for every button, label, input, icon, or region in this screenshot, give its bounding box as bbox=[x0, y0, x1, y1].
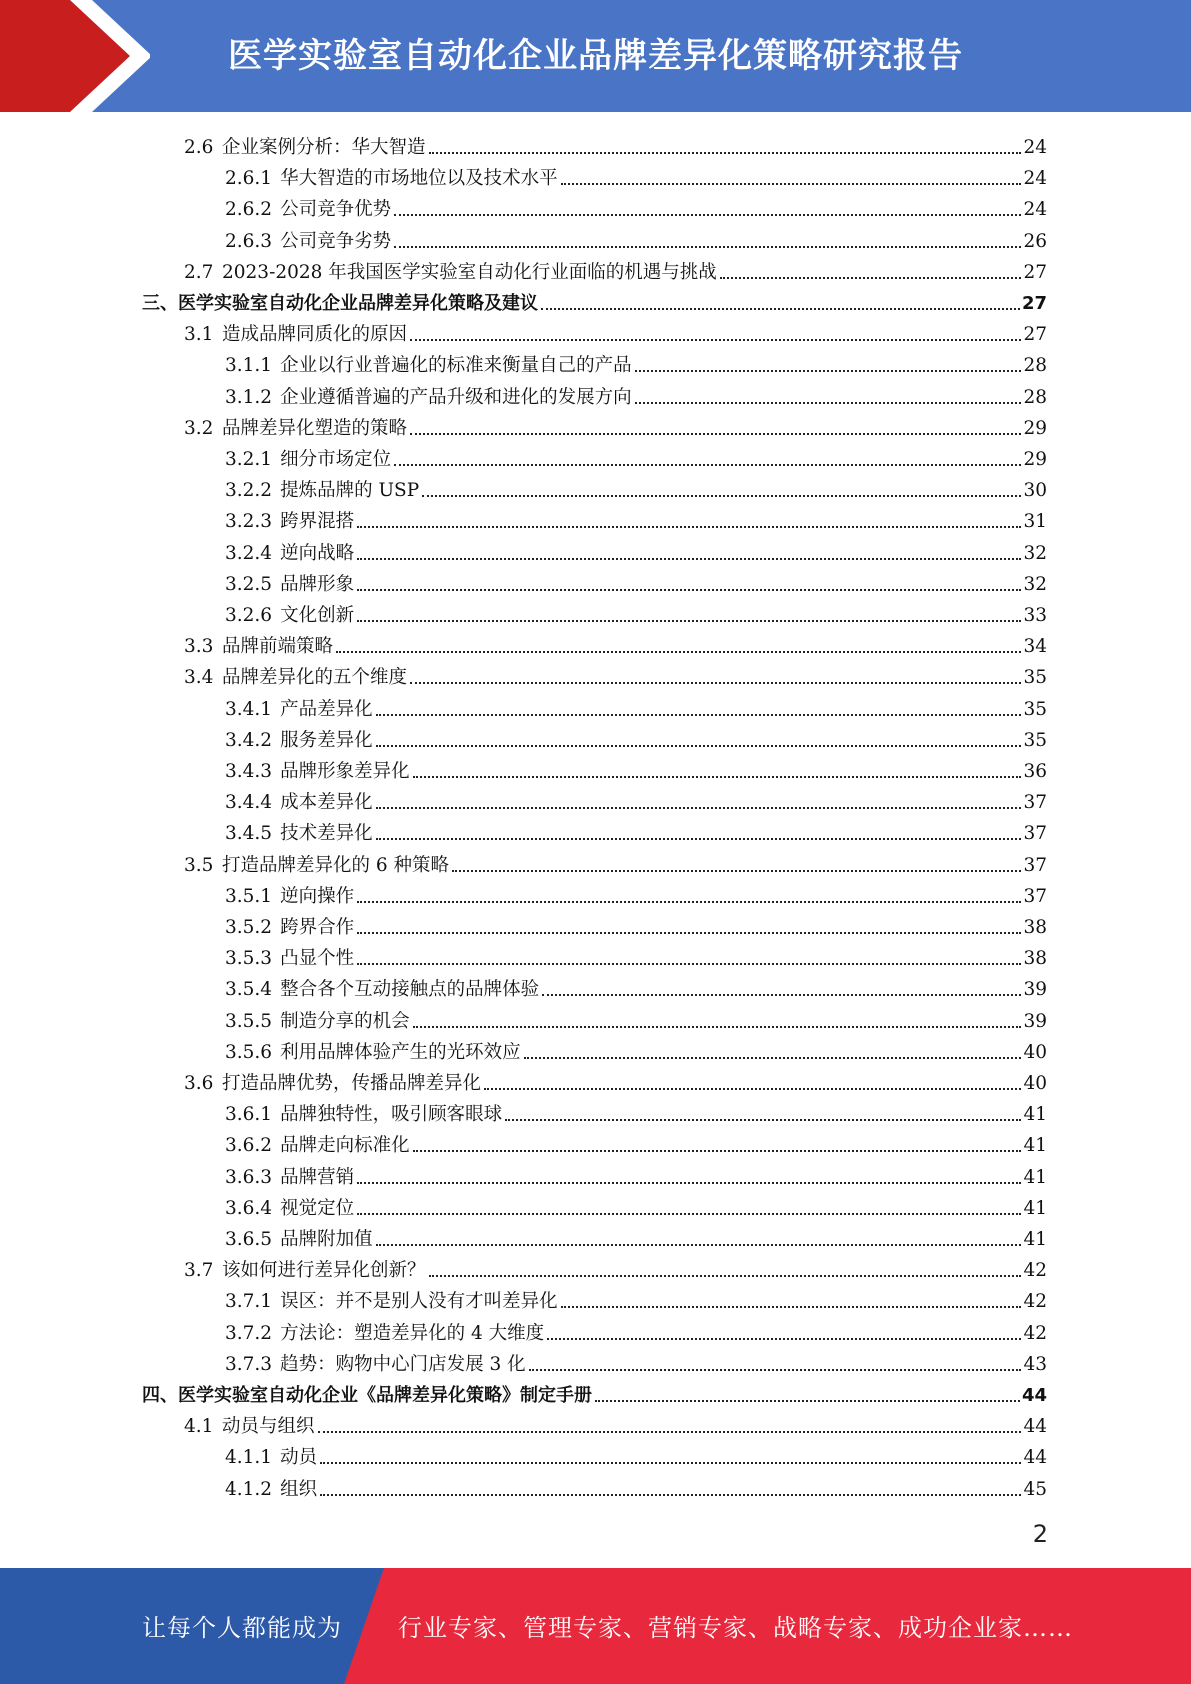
toc-entry[interactable] bbox=[184, 315, 1047, 346]
toc-entry[interactable] bbox=[225, 565, 1047, 596]
toc-entry[interactable] bbox=[225, 159, 1047, 190]
toc-entry-label: 动员与组织 bbox=[222, 1416, 315, 1438]
toc-entry-label: 成本差异化 bbox=[280, 792, 373, 814]
toc-entry-label: 逆向战略 bbox=[280, 542, 355, 564]
header-arrow-decoration bbox=[0, 0, 150, 112]
toc-entry-number: 4.1.2 bbox=[225, 1478, 273, 1500]
toc-entry-label: 利用品牌体验产生的光环效应 bbox=[280, 1041, 521, 1063]
toc-dot-leader bbox=[357, 901, 1021, 903]
toc-entry[interactable] bbox=[184, 253, 1047, 284]
toc-entry-label: 四、医学实验室自动化企业《品牌差异化策略》制定手册 bbox=[142, 1385, 592, 1406]
toc-entry-page: 24 bbox=[1023, 137, 1047, 158]
toc-entry[interactable] bbox=[184, 409, 1047, 440]
toc-entry-number: 2.6.3 bbox=[225, 230, 273, 252]
toc-entry-label: 品牌附加值 bbox=[280, 1229, 373, 1250]
toc-entry[interactable] bbox=[225, 814, 1047, 845]
toc-entry-label: 企业案例分析：华大智造 bbox=[222, 137, 426, 158]
toc-entry-label: 2023-2028 年我国医学实验室自动化行业面临的机遇与挑战 bbox=[222, 261, 717, 283]
toc-entry-number: 3.4.1 bbox=[225, 698, 273, 720]
toc-entry-page: 45 bbox=[1023, 1478, 1047, 1500]
toc-entry-label: 动员 bbox=[280, 1447, 318, 1469]
toc-entry[interactable] bbox=[225, 346, 1047, 377]
toc-entry-number: 2.6.1 bbox=[225, 168, 273, 190]
toc-entry-number: 3.4 bbox=[184, 667, 214, 689]
toc-entry-number: 3.2.4 bbox=[225, 542, 273, 564]
toc-entry-number: 3.7.2 bbox=[225, 1322, 273, 1344]
toc-entry-label: 整合各个互动接触点的品牌体验 bbox=[280, 979, 540, 1001]
toc-dot-leader bbox=[320, 1462, 1021, 1464]
toc-entry-number: 4.1.1 bbox=[225, 1447, 273, 1469]
toc-entry-number: 3.5.3 bbox=[225, 948, 273, 970]
toc-entry[interactable] bbox=[225, 1126, 1047, 1157]
toc-entry-page: 37 bbox=[1023, 823, 1047, 845]
toc-entry-label: 公司竞争优势 bbox=[280, 199, 392, 221]
toc-entry-label: 产品差异化 bbox=[280, 698, 373, 720]
toc-entry[interactable] bbox=[225, 970, 1047, 1001]
toc-entry[interactable] bbox=[184, 128, 1047, 159]
toc-entry-page: 40 bbox=[1023, 1073, 1047, 1094]
toc-entry[interactable] bbox=[184, 627, 1047, 658]
toc-entry-page: 44 bbox=[1023, 1416, 1047, 1438]
toc-entry-label: 组织 bbox=[280, 1478, 318, 1500]
toc-entry-page: 39 bbox=[1023, 1010, 1047, 1032]
toc-entry-page: 28 bbox=[1023, 355, 1047, 377]
toc-entry-number: 3.2.1 bbox=[225, 449, 273, 470]
toc-entry-number: 3.5.1 bbox=[225, 885, 273, 907]
report-title: 医学实验室自动化企业品牌差异化策略研究报告 bbox=[228, 36, 963, 76]
toc-entry-page: 26 bbox=[1023, 230, 1047, 252]
toc-entry-page: 27 bbox=[1023, 261, 1047, 283]
toc-dot-leader bbox=[410, 339, 1021, 341]
toc-entry-page: 42 bbox=[1023, 1260, 1047, 1282]
toc-dot-leader bbox=[410, 433, 1021, 435]
toc-entry-page: 41 bbox=[1023, 1229, 1047, 1250]
toc-entry[interactable] bbox=[225, 1345, 1047, 1376]
toc-dot-leader bbox=[320, 1494, 1021, 1496]
toc-entry-page: 41 bbox=[1023, 1104, 1047, 1126]
toc-entry-number: 3.4.4 bbox=[225, 792, 273, 814]
toc-entry-page: 41 bbox=[1023, 1166, 1047, 1188]
toc-entry-page: 38 bbox=[1023, 948, 1047, 970]
toc-entry-number: 3.7.1 bbox=[225, 1291, 273, 1313]
toc-entry-label: 企业以行业普遍化的标准来衡量自己的产品 bbox=[280, 355, 632, 377]
toc-entry[interactable] bbox=[225, 378, 1047, 409]
toc-dot-leader bbox=[635, 402, 1022, 404]
toc-entry-page: 27 bbox=[1021, 293, 1047, 314]
toc-entry-page: 37 bbox=[1023, 885, 1047, 907]
toc-entry-number: 3.7.3 bbox=[225, 1353, 273, 1375]
toc-entry-page: 44 bbox=[1023, 1447, 1047, 1469]
toc-entry-page: 41 bbox=[1023, 1135, 1047, 1157]
toc-entry-number: 3.1.2 bbox=[225, 386, 273, 408]
toc-dot-leader bbox=[422, 495, 1021, 497]
toc-entry-label: 凸显个性 bbox=[280, 948, 355, 970]
toc-entry-number: 2.7 bbox=[184, 261, 214, 283]
toc-dot-leader bbox=[376, 838, 1022, 840]
toc-dot-leader bbox=[357, 932, 1021, 934]
toc-entry-number: 3.4.3 bbox=[225, 761, 273, 782]
toc-entry-number: 3.4.2 bbox=[225, 729, 273, 751]
toc-entry-label: 品牌前端策略 bbox=[222, 636, 334, 658]
toc-entry[interactable] bbox=[225, 1438, 1047, 1469]
toc-entry-label: 提炼品牌的 USP bbox=[280, 480, 420, 502]
toc-entry-label: 打造品牌优势，传播品牌差异化 bbox=[222, 1073, 482, 1094]
toc-entry-page: 38 bbox=[1023, 917, 1047, 938]
toc-entry-number: 3.5.6 bbox=[225, 1041, 273, 1063]
toc-entry[interactable] bbox=[225, 1158, 1047, 1189]
toc-entry-page: 33 bbox=[1023, 605, 1047, 626]
toc-dot-leader bbox=[429, 152, 1022, 154]
toc-entry-label: 造成品牌同质化的原因 bbox=[222, 324, 408, 346]
toc-entry-number: 2.6 bbox=[184, 137, 214, 158]
toc-entry[interactable] bbox=[225, 690, 1047, 721]
toc-dot-leader bbox=[484, 1088, 1021, 1090]
toc-dot-leader bbox=[413, 776, 1022, 778]
toc-entry[interactable] bbox=[225, 1314, 1047, 1345]
toc-entry-page: 27 bbox=[1023, 324, 1047, 346]
toc-dot-leader bbox=[376, 807, 1022, 809]
toc-entry-label: 华大智造的市场地位以及技术水平 bbox=[280, 168, 558, 190]
toc-entry[interactable] bbox=[225, 939, 1047, 970]
toc-dot-leader bbox=[413, 1150, 1022, 1152]
toc-entry-label: 企业遵循普遍的产品升级和进化的发展方向 bbox=[280, 386, 632, 408]
toc-entry-number: 3.2.6 bbox=[225, 605, 273, 626]
toc-entry-label: 逆向操作 bbox=[280, 885, 355, 907]
toc-entry[interactable] bbox=[225, 596, 1047, 627]
toc-entry-label: 跨界混搭 bbox=[280, 511, 355, 533]
toc-entry[interactable] bbox=[225, 440, 1047, 471]
toc-entry-page: 29 bbox=[1023, 417, 1047, 439]
toc-entry-page: 36 bbox=[1023, 761, 1047, 782]
toc-entry[interactable] bbox=[225, 190, 1047, 221]
toc-entry[interactable] bbox=[225, 1189, 1047, 1220]
toc-entry-page: 35 bbox=[1023, 729, 1047, 751]
toc-entry-number: 3.4.5 bbox=[225, 823, 273, 845]
toc-entry[interactable] bbox=[225, 1033, 1047, 1064]
toc-entry-label: 跨界合作 bbox=[280, 917, 355, 938]
toc-dot-leader bbox=[376, 745, 1022, 747]
toc-dot-leader bbox=[524, 1057, 1022, 1059]
toc-entry-page: 44 bbox=[1021, 1385, 1047, 1406]
toc-entry[interactable] bbox=[225, 721, 1047, 752]
toc-entry-number: 3.1.1 bbox=[225, 355, 273, 377]
toc-dot-leader bbox=[561, 1306, 1022, 1308]
toc-entry[interactable] bbox=[225, 502, 1047, 533]
toc-entry-page: 37 bbox=[1023, 854, 1047, 876]
toc-entry-label: 三、医学实验室自动化企业品牌差异化策略及建议 bbox=[142, 293, 538, 314]
toc-entry-page: 24 bbox=[1023, 199, 1047, 221]
toc-entry-page: 35 bbox=[1023, 667, 1047, 689]
toc-entry-number: 3.6.3 bbox=[225, 1166, 273, 1188]
toc-entry[interactable] bbox=[184, 1251, 1047, 1282]
toc-entry-number: 3.2.3 bbox=[225, 511, 273, 533]
toc-dot-leader bbox=[452, 870, 1021, 872]
toc-entry-number: 2.6.2 bbox=[225, 199, 273, 221]
toc-entry-number: 3.2 bbox=[184, 417, 214, 439]
toc-entry[interactable] bbox=[225, 534, 1047, 565]
toc-entry-number: 3.6.5 bbox=[225, 1229, 273, 1250]
toc-entry-label: 误区：并不是别人没有才叫差异化 bbox=[280, 1291, 558, 1313]
toc-entry-label: 制造分享的机会 bbox=[280, 1010, 410, 1032]
toc-dot-leader bbox=[561, 183, 1022, 185]
toc-entry-number: 3.6.2 bbox=[225, 1135, 273, 1157]
toc-dot-leader bbox=[357, 589, 1021, 591]
toc-dot-leader bbox=[336, 651, 1021, 653]
toc-entry-number: 3.3 bbox=[184, 636, 214, 658]
footer-slogan-left: 让每个人都能成为 bbox=[142, 1614, 342, 1642]
toc-entry-label: 视觉定位 bbox=[280, 1197, 355, 1219]
toc-dot-leader bbox=[635, 370, 1022, 372]
page-footer bbox=[0, 1568, 1191, 1684]
toc-dot-leader bbox=[547, 1338, 1021, 1340]
toc-entry-page: 37 bbox=[1023, 792, 1047, 814]
toc-entry-label: 品牌形象 bbox=[280, 573, 355, 595]
toc-entry-page: 42 bbox=[1023, 1291, 1047, 1313]
toc-entry-number: 3.2.2 bbox=[225, 480, 273, 502]
toc-dot-leader bbox=[357, 1213, 1021, 1215]
toc-entry-label: 该如何进行差异化创新？ bbox=[222, 1260, 426, 1282]
page-header bbox=[0, 0, 1191, 112]
toc-dot-leader bbox=[357, 526, 1021, 528]
toc-dot-leader bbox=[318, 1431, 1022, 1433]
toc-dot-leader bbox=[542, 994, 1021, 996]
toc-entry[interactable] bbox=[225, 1470, 1047, 1501]
toc-entry-number: 3.6.1 bbox=[225, 1104, 273, 1126]
toc-entry-page: 24 bbox=[1023, 168, 1047, 190]
toc-dot-leader bbox=[529, 1369, 1022, 1371]
toc-entry-label: 服务差异化 bbox=[280, 729, 373, 751]
toc-entry-label: 技术差异化 bbox=[280, 823, 373, 845]
toc-entry-label: 品牌走向标准化 bbox=[280, 1135, 410, 1157]
toc-entry[interactable] bbox=[225, 1282, 1047, 1313]
toc-dot-leader bbox=[357, 620, 1021, 622]
toc-entry-label: 公司竞争劣势 bbox=[280, 230, 392, 252]
toc-entry-number: 3.2.5 bbox=[225, 573, 273, 595]
toc-entry-label: 品牌差异化塑造的策略 bbox=[222, 417, 408, 439]
toc-dot-leader bbox=[410, 682, 1021, 684]
toc-entry[interactable] bbox=[184, 846, 1047, 877]
toc-entry-page: 43 bbox=[1023, 1353, 1047, 1375]
toc-entry-label: 品牌营销 bbox=[280, 1166, 355, 1188]
toc-entry-number: 3.7 bbox=[184, 1260, 214, 1282]
page-number: 2 bbox=[1032, 1520, 1048, 1548]
toc-entry-label: 品牌差异化的五个维度 bbox=[222, 667, 408, 689]
toc-entry-number: 3.6 bbox=[184, 1073, 214, 1094]
toc-entry-page: 30 bbox=[1023, 480, 1047, 502]
toc-entry-page: 31 bbox=[1023, 511, 1047, 533]
toc-entry[interactable] bbox=[225, 1220, 1047, 1251]
toc-entry-label: 品牌独特性，吸引顾客眼球 bbox=[280, 1104, 503, 1126]
toc-entry-number: 3.5.4 bbox=[225, 979, 273, 1001]
toc-entry-page: 32 bbox=[1023, 542, 1047, 564]
toc-entry-page: 34 bbox=[1023, 636, 1047, 658]
toc-dot-leader bbox=[394, 246, 1021, 248]
toc-entry-label: 方法论：塑造差异化的 4 大维度 bbox=[280, 1322, 545, 1344]
toc-entry[interactable] bbox=[225, 471, 1047, 502]
toc-entry-page: 32 bbox=[1023, 573, 1047, 595]
toc-dot-leader bbox=[376, 1244, 1022, 1246]
toc-dot-leader bbox=[541, 308, 1020, 310]
toc-entry-page: 41 bbox=[1023, 1197, 1047, 1219]
toc-dot-leader bbox=[595, 1400, 1020, 1402]
toc-dot-leader bbox=[394, 214, 1021, 216]
toc-entry-label: 打造品牌差异化的 6 种策略 bbox=[222, 854, 450, 876]
toc-dot-leader bbox=[357, 558, 1021, 560]
toc-entry[interactable] bbox=[142, 1376, 1047, 1407]
footer-slogan-right: 行业专家、管理专家、营销专家、战略专家、成功企业家…… bbox=[398, 1614, 1073, 1642]
toc-entry-number: 4.1 bbox=[184, 1416, 214, 1438]
toc-dot-leader bbox=[505, 1119, 1021, 1121]
toc-entry[interactable] bbox=[225, 1095, 1047, 1126]
toc-entry[interactable] bbox=[225, 908, 1047, 939]
toc-dot-leader bbox=[429, 1275, 1022, 1277]
toc-entry-page: 28 bbox=[1023, 386, 1047, 408]
toc-entry[interactable] bbox=[184, 1407, 1047, 1438]
toc-dot-leader bbox=[394, 464, 1021, 466]
toc-entry-number: 3.5.5 bbox=[225, 1010, 273, 1032]
toc-entry[interactable] bbox=[142, 284, 1047, 315]
toc-dot-leader bbox=[413, 1026, 1022, 1028]
toc-entry-label: 文化创新 bbox=[280, 605, 355, 626]
toc-entry-number: 3.6.4 bbox=[225, 1197, 273, 1219]
toc-entry-page: 29 bbox=[1023, 449, 1047, 470]
toc-dot-leader bbox=[357, 1182, 1021, 1184]
toc-entry[interactable] bbox=[184, 1064, 1047, 1095]
toc-dot-leader bbox=[376, 714, 1022, 716]
toc-entry-page: 42 bbox=[1023, 1322, 1047, 1344]
toc-entry-page: 40 bbox=[1023, 1041, 1047, 1063]
toc-entry-label: 趋势：购物中心门店发展 3 化 bbox=[280, 1353, 526, 1375]
toc-entry-page: 39 bbox=[1023, 979, 1047, 1001]
toc-entry[interactable] bbox=[184, 658, 1047, 689]
toc-entry[interactable] bbox=[225, 877, 1047, 908]
toc-entry-label: 品牌形象差异化 bbox=[280, 761, 410, 782]
toc-entry-number: 3.5.2 bbox=[225, 917, 273, 938]
toc-dot-leader bbox=[357, 963, 1021, 965]
toc-entry-number: 3.1 bbox=[184, 324, 214, 346]
toc-entry-number: 3.5 bbox=[184, 854, 214, 876]
toc-entry[interactable] bbox=[225, 783, 1047, 814]
toc-entry-label: 细分市场定位 bbox=[280, 449, 392, 470]
toc-entry[interactable] bbox=[225, 1002, 1047, 1033]
toc-entry[interactable] bbox=[225, 752, 1047, 783]
toc-entry-page: 35 bbox=[1023, 698, 1047, 720]
toc-entry[interactable] bbox=[225, 222, 1047, 253]
toc-dot-leader bbox=[720, 277, 1022, 279]
